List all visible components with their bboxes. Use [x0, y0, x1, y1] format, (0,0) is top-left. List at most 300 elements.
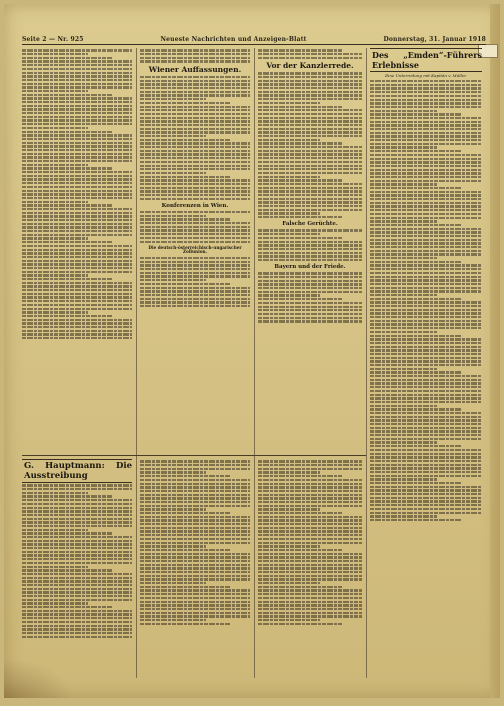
text-line: [22, 263, 132, 265]
text-line: [258, 172, 362, 174]
text-line: [370, 475, 482, 477]
text-line: [22, 249, 132, 251]
text-line: [22, 330, 132, 332]
text-line: [22, 160, 132, 162]
text-line: [22, 101, 132, 103]
text-line: [370, 312, 482, 314]
text-line: [258, 578, 362, 580]
text-line: [370, 99, 482, 101]
text-line: [22, 536, 132, 538]
text-line: [370, 180, 482, 182]
text-line: [22, 112, 132, 114]
text-line: [22, 621, 132, 623]
text-line: [140, 102, 230, 104]
text-line: [370, 430, 482, 432]
text-line: [22, 193, 132, 195]
text-line: [258, 80, 362, 82]
text-line: [140, 139, 230, 141]
text-line: [370, 154, 482, 156]
text-line: [370, 497, 482, 499]
text-line: [370, 301, 482, 303]
text-line: [258, 233, 320, 235]
text-line: [140, 146, 250, 148]
text-line: [258, 527, 362, 529]
text-line: [22, 226, 132, 228]
text-line: [140, 80, 250, 82]
text-line: [22, 49, 132, 51]
text-line: [370, 143, 482, 145]
text-line: [370, 261, 462, 263]
text-line: [140, 128, 250, 130]
text-line: [258, 317, 362, 319]
text-line: [370, 382, 482, 384]
column-3: [258, 48, 362, 452]
text-line: [140, 165, 250, 167]
text-line: [258, 593, 362, 595]
text-line: [22, 145, 132, 147]
text-line: [140, 257, 250, 259]
text-line: [140, 545, 206, 547]
text-line: [258, 150, 362, 152]
text-line: [22, 237, 88, 239]
text-line: [258, 135, 362, 137]
text-line: [140, 556, 250, 558]
text-line: [140, 190, 250, 192]
text-line: [258, 198, 362, 200]
text-line: [370, 305, 482, 307]
text-line: [370, 205, 482, 207]
text-line: [140, 215, 206, 217]
text-line: [370, 242, 482, 244]
text-line: [258, 575, 362, 577]
text-line: [258, 306, 362, 308]
text-line: [258, 102, 320, 104]
text-line: [140, 218, 230, 220]
text-line: [22, 256, 132, 258]
text-line: [370, 316, 482, 318]
text-line: [370, 257, 437, 259]
text-line: [258, 512, 343, 514]
text-line: [22, 632, 132, 634]
text-line: [22, 573, 132, 575]
text-line: [370, 438, 482, 440]
text-line: [140, 615, 250, 617]
text-line: [140, 294, 250, 296]
text-line: [370, 419, 482, 421]
text-line: [140, 486, 250, 488]
issue-date: Donnerstag, 31. Januar 1918: [383, 35, 486, 43]
text-line: [140, 153, 250, 155]
text-line: [22, 547, 132, 549]
text-line: [258, 276, 362, 278]
text-line: [258, 287, 362, 289]
page-number: Seite 2 — Nr. 925: [22, 35, 84, 43]
text-line: [370, 386, 482, 388]
text-line: [258, 229, 362, 231]
text-line: [140, 604, 250, 606]
text-line: [370, 132, 482, 134]
text-line: [370, 272, 482, 274]
text-line: [370, 441, 437, 443]
text-line: [22, 267, 132, 269]
text-line: [370, 150, 462, 152]
text-line: [22, 554, 132, 556]
text-line: [140, 124, 250, 126]
newspaper-page: [4, 4, 500, 698]
text-line: [140, 198, 250, 200]
text-line: [258, 464, 362, 466]
text-line: [258, 153, 362, 155]
text-line: [22, 223, 132, 225]
newspaper-title: Neueste Nachrichten und Anzeigen-Blatt: [160, 35, 307, 43]
text-line: [258, 479, 362, 481]
text-line: [258, 471, 320, 473]
text-line: [258, 508, 320, 510]
text-line: [258, 530, 362, 532]
text-line: [370, 165, 482, 167]
text-line: [22, 613, 132, 615]
text-line: [140, 516, 250, 518]
text-line: [370, 342, 482, 344]
column-2: [140, 48, 250, 452]
text-line: [22, 529, 88, 531]
text-line: [140, 229, 250, 231]
text-line: [370, 183, 437, 185]
text-line: [22, 337, 132, 339]
text-line: [22, 60, 132, 62]
text-line: [258, 567, 362, 569]
text-line: [140, 283, 230, 285]
text-line: [370, 349, 482, 351]
text-line: [22, 525, 132, 527]
text-line: [22, 164, 88, 166]
text-line: [22, 562, 132, 564]
text-line: [370, 445, 462, 447]
text-line: [370, 360, 482, 362]
text-line: [140, 131, 250, 133]
text-line: [22, 197, 132, 199]
text-line: [370, 397, 482, 399]
text-line: [140, 301, 250, 303]
text-line: [22, 204, 112, 206]
text-line: [370, 320, 482, 322]
text-line: [370, 449, 482, 451]
text-line: [140, 564, 250, 566]
text-line: [370, 80, 482, 82]
text-line: [22, 315, 112, 317]
text-line: [140, 194, 250, 196]
text-line: [140, 264, 250, 266]
text-line: [258, 109, 362, 111]
text-line: [22, 274, 88, 276]
text-line: [22, 252, 132, 254]
text-line: [258, 475, 343, 477]
text-line: [22, 53, 88, 55]
text-line: [140, 157, 250, 159]
section-headline: Die deutsch-österreichisch-ungarischer Zollunion.: [148, 244, 242, 255]
text-line: [22, 484, 132, 486]
text-line: [258, 255, 362, 257]
text-line: [22, 514, 132, 516]
text-line: [140, 501, 250, 503]
text-line: [370, 508, 482, 510]
text-line: [140, 261, 250, 263]
text-line: [258, 483, 362, 485]
text-line: [258, 291, 362, 293]
text-line: [258, 556, 362, 558]
text-line: [370, 478, 437, 480]
text-line: [140, 597, 250, 599]
text-line: [370, 191, 482, 193]
text-line: [140, 475, 230, 477]
column-rule: [254, 48, 255, 678]
text-line: [22, 260, 132, 262]
text-line: [370, 161, 482, 163]
text-line: [140, 120, 250, 122]
text-line: [370, 375, 482, 377]
text-line: [258, 113, 362, 115]
text-line: [370, 504, 482, 506]
text-line: [22, 518, 132, 520]
section-headline: Falsche Gerüchte.: [282, 221, 338, 228]
text-line: [140, 494, 250, 496]
text-line: [370, 283, 482, 285]
text-line: [22, 278, 112, 280]
text-line: [258, 302, 362, 304]
text-line: [140, 241, 250, 243]
text-line: [22, 333, 132, 335]
text-line: [22, 311, 88, 313]
text-line: [258, 76, 362, 78]
text-line: [370, 124, 482, 126]
text-line: [140, 49, 250, 51]
text-line: [140, 538, 250, 540]
text-line: [22, 234, 132, 236]
text-line: [140, 575, 250, 577]
text-line: [22, 83, 132, 85]
text-line: [22, 108, 132, 110]
text-line: [140, 571, 250, 573]
text-line: [140, 530, 250, 532]
text-line: [22, 606, 112, 608]
text-line: [370, 87, 482, 89]
text-line: [140, 290, 250, 292]
text-line: [370, 394, 482, 396]
text-line: [258, 601, 362, 603]
text-line: [370, 102, 482, 104]
text-line: [370, 213, 482, 215]
text-line: [22, 617, 132, 619]
text-line: [140, 272, 250, 274]
text-line: [370, 220, 437, 222]
text-line: [370, 172, 482, 174]
text-line: [140, 298, 250, 300]
text-line: [258, 209, 362, 211]
text-line: [258, 131, 362, 133]
text-line: [370, 209, 482, 211]
text-line: [370, 338, 482, 340]
text-line: [22, 186, 132, 188]
text-line: [140, 471, 206, 473]
text-line: [370, 276, 482, 278]
text-line: [258, 582, 320, 584]
text-line: [22, 127, 88, 129]
text-line: [370, 500, 482, 502]
text-line: [22, 230, 132, 232]
text-line: [258, 259, 362, 261]
text-line: [370, 95, 482, 97]
text-line: [370, 309, 482, 311]
text-line: [22, 219, 132, 221]
text-line: [370, 135, 482, 137]
text-line: [258, 320, 362, 322]
text-line: [22, 588, 132, 590]
text-line: [22, 577, 132, 579]
text-line: [22, 182, 132, 184]
text-line: [140, 623, 230, 625]
text-line: [140, 109, 250, 111]
text-line: [370, 117, 482, 119]
text-line: [22, 79, 132, 81]
text-line: [22, 319, 132, 321]
text-line: [140, 60, 250, 62]
column-4: [370, 48, 482, 688]
text-line: [370, 353, 482, 355]
text-line: [258, 604, 362, 606]
text-line: [370, 456, 482, 458]
text-line: [140, 508, 206, 510]
text-line: [140, 226, 250, 228]
text-line: [258, 117, 362, 119]
running-head: [22, 34, 486, 45]
text-line: [22, 296, 132, 298]
text-line: [258, 179, 343, 181]
text-line: [258, 205, 362, 207]
text-line: [140, 150, 250, 152]
text-line: [140, 549, 230, 551]
text-line: [258, 538, 362, 540]
text-line: [22, 540, 132, 542]
text-line: [22, 190, 132, 192]
text-line: [22, 503, 132, 505]
text-line: [258, 187, 362, 189]
section-headline: Bayern und der Friede.: [274, 264, 346, 271]
text-line: [370, 279, 482, 281]
text-line: [22, 153, 132, 155]
text-line: [258, 272, 362, 274]
text-line: [258, 505, 362, 507]
text-line: [370, 357, 482, 359]
text-line: [140, 211, 250, 213]
text-line: [258, 560, 362, 562]
text-line: [258, 183, 362, 185]
text-line: [22, 201, 88, 203]
text-line: [370, 434, 482, 436]
feuilleton-column-2: [140, 459, 250, 691]
text-line: [370, 412, 482, 414]
text-line: [22, 488, 132, 490]
text-line: [370, 128, 482, 130]
text-line: [140, 172, 206, 174]
text-line: [258, 53, 362, 55]
text-line: [22, 602, 88, 604]
text-line: [140, 161, 250, 163]
text-line: [258, 146, 362, 148]
text-line: [370, 250, 482, 252]
text-line: [22, 149, 132, 151]
text-line: [370, 106, 482, 108]
text-line: [370, 335, 462, 337]
text-line: [258, 586, 343, 588]
text-line: [370, 390, 482, 392]
text-line: [22, 208, 132, 210]
text-line: [22, 282, 132, 284]
text-line: [22, 90, 88, 92]
text-line: [370, 423, 482, 425]
text-line: [22, 569, 112, 571]
text-line: [258, 523, 362, 525]
text-line: [140, 279, 206, 281]
text-line: [370, 239, 482, 241]
text-line: [370, 368, 437, 370]
text-line: [22, 57, 112, 59]
feuilleton-column-1: [22, 459, 132, 691]
text-line: [370, 405, 437, 407]
text-line: [140, 287, 250, 289]
text-line: [22, 610, 132, 612]
text-line: [258, 216, 343, 218]
text-line: [22, 591, 132, 593]
text-line: [258, 139, 320, 141]
text-line: [258, 549, 343, 551]
text-line: [370, 467, 482, 469]
text-line: [370, 427, 482, 429]
text-line: [258, 128, 362, 130]
text-line: [370, 176, 482, 178]
text-line: [370, 287, 482, 289]
text-line: [370, 110, 437, 112]
text-line: [258, 519, 362, 521]
text-line: [22, 105, 132, 107]
text-line: [140, 76, 250, 78]
text-line: [370, 416, 482, 418]
text-line: [258, 490, 362, 492]
text-line: [258, 564, 362, 566]
text-line: [258, 542, 362, 544]
text-line: [370, 401, 482, 403]
text-line: [370, 231, 482, 233]
text-line: [258, 619, 320, 621]
text-line: [370, 187, 462, 189]
text-line: [370, 482, 462, 484]
text-line: [258, 545, 320, 547]
article-headline: Wiener Auffassungen.: [148, 64, 242, 74]
text-line: [370, 202, 482, 204]
text-line: [258, 83, 362, 85]
text-line: [22, 300, 132, 302]
text-line: [258, 244, 362, 246]
text-line: [22, 212, 132, 214]
text-line: [370, 139, 482, 141]
text-line: [370, 364, 482, 366]
column-rule: [366, 48, 367, 678]
text-line: [258, 201, 362, 203]
text-line: [22, 116, 132, 118]
text-line: [140, 179, 250, 181]
text-line: [370, 264, 482, 266]
text-line: [370, 379, 482, 381]
text-line: [140, 57, 250, 59]
